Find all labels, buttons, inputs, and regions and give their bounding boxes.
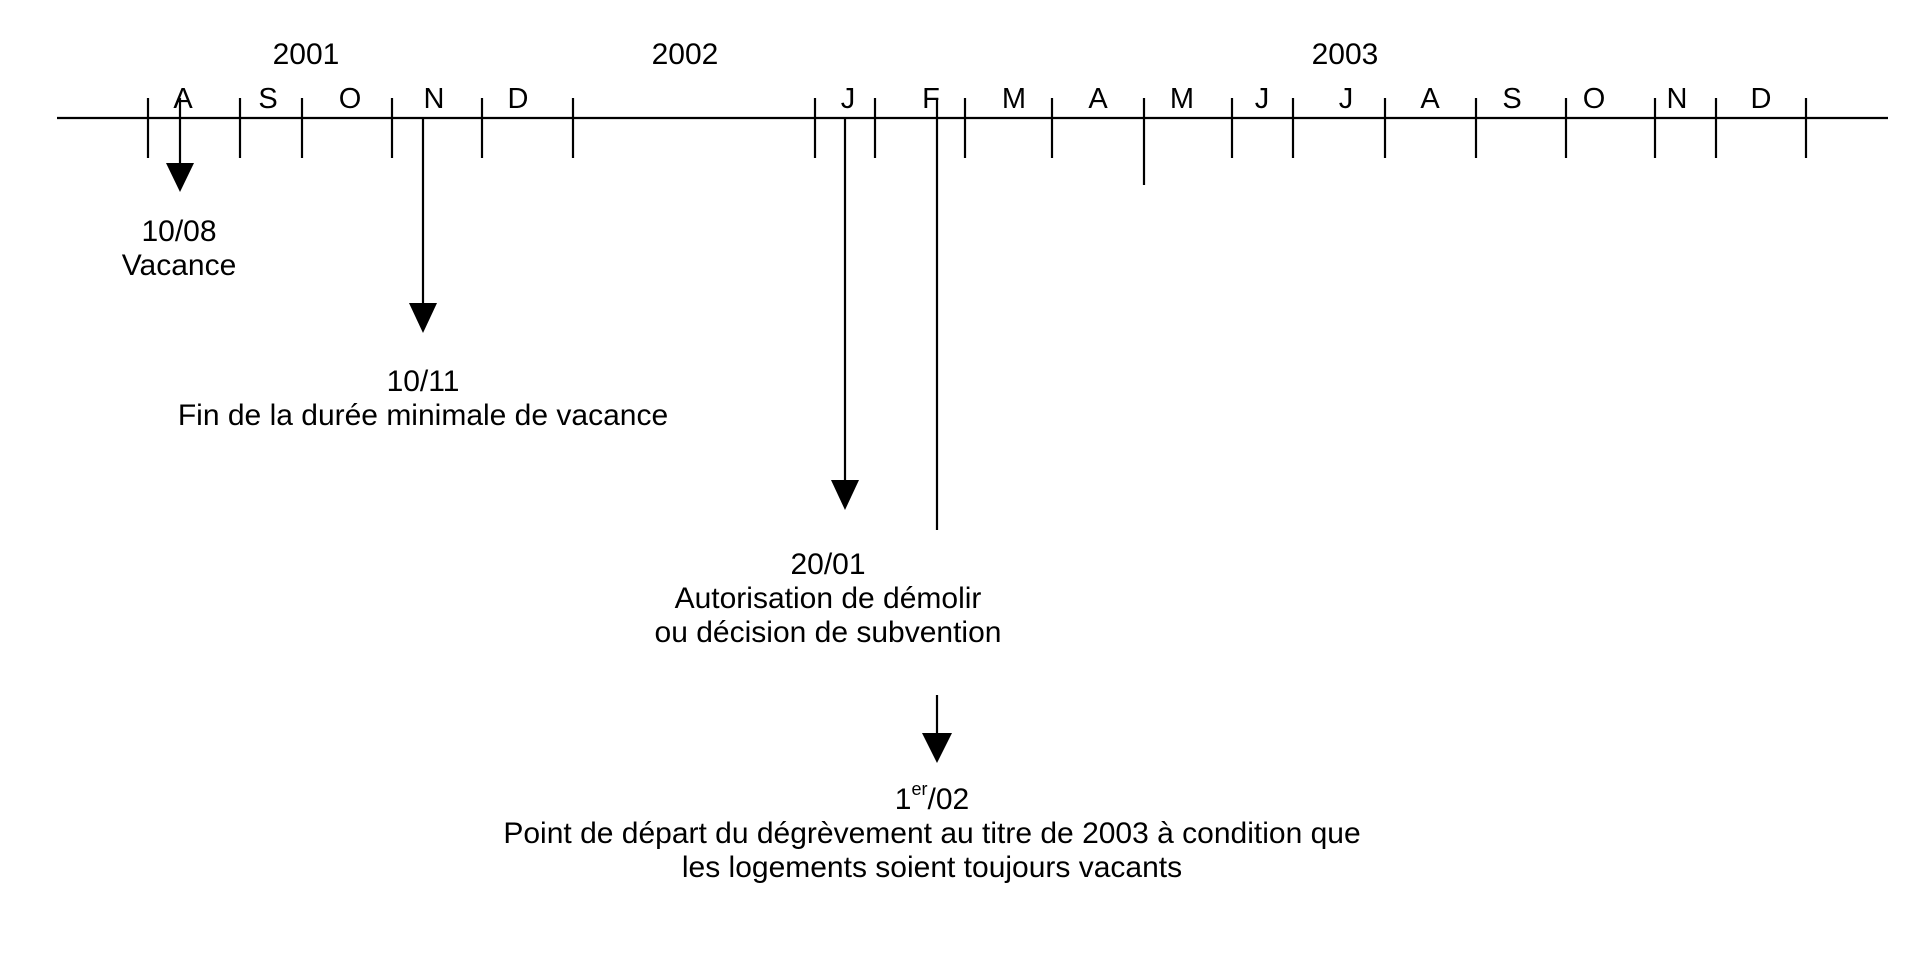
month-label: O — [1582, 83, 1606, 115]
month-label: F — [922, 83, 940, 115]
event-vacance — [122, 215, 237, 283]
event-date: 10/11 — [386, 365, 460, 398]
month-label: D — [1750, 83, 1772, 115]
month-label: A — [173, 83, 193, 115]
month-label: D — [507, 83, 529, 115]
month-label: N — [1666, 83, 1688, 115]
event-text: ou décision de subvention — [654, 616, 1002, 649]
month-label: M — [1001, 83, 1027, 115]
year-label-2002: 2002 — [651, 38, 719, 71]
fin-duree-arrowhead — [409, 303, 437, 333]
point-depart-arrowhead — [922, 733, 952, 763]
event-date-sup: er — [911, 779, 928, 799]
month-label: A — [1088, 83, 1108, 115]
event-date — [503, 779, 1360, 817]
month-label: J — [1338, 83, 1354, 115]
event-text: Autorisation de démolir — [674, 582, 982, 615]
autorisation-arrowhead — [831, 480, 859, 510]
event-text: Fin de la durée minimale de vacance — [177, 399, 669, 432]
event-fin-duree — [178, 365, 668, 433]
year-label-2003: 2003 — [1311, 38, 1379, 71]
month-label: M — [1169, 83, 1195, 115]
month-label: O — [338, 83, 362, 115]
event-date-main: 1 — [894, 783, 912, 816]
month-label: J — [840, 83, 856, 115]
vacance-arrowhead — [166, 163, 194, 192]
event-point-depart — [503, 779, 1361, 885]
event-date: 20/01 — [790, 548, 866, 581]
month-label: A — [1420, 83, 1440, 115]
event-autorisation — [655, 548, 1002, 650]
event-text: Point de départ du dégrèvement au titre de 2003 à condition que — [503, 817, 1361, 850]
event-date-rest: /02 — [927, 783, 970, 816]
year-label-2001: 2001 — [272, 38, 340, 71]
month-label: S — [258, 83, 278, 115]
event-date: 10/08 — [141, 215, 217, 248]
month-label: N — [423, 83, 445, 115]
timeline-ticks — [148, 98, 1806, 185]
event-text: les logements soient toujours vacants — [681, 851, 1183, 884]
month-label: S — [1502, 83, 1522, 115]
event-text: Vacance — [121, 249, 237, 282]
month-label: J — [1254, 83, 1270, 115]
